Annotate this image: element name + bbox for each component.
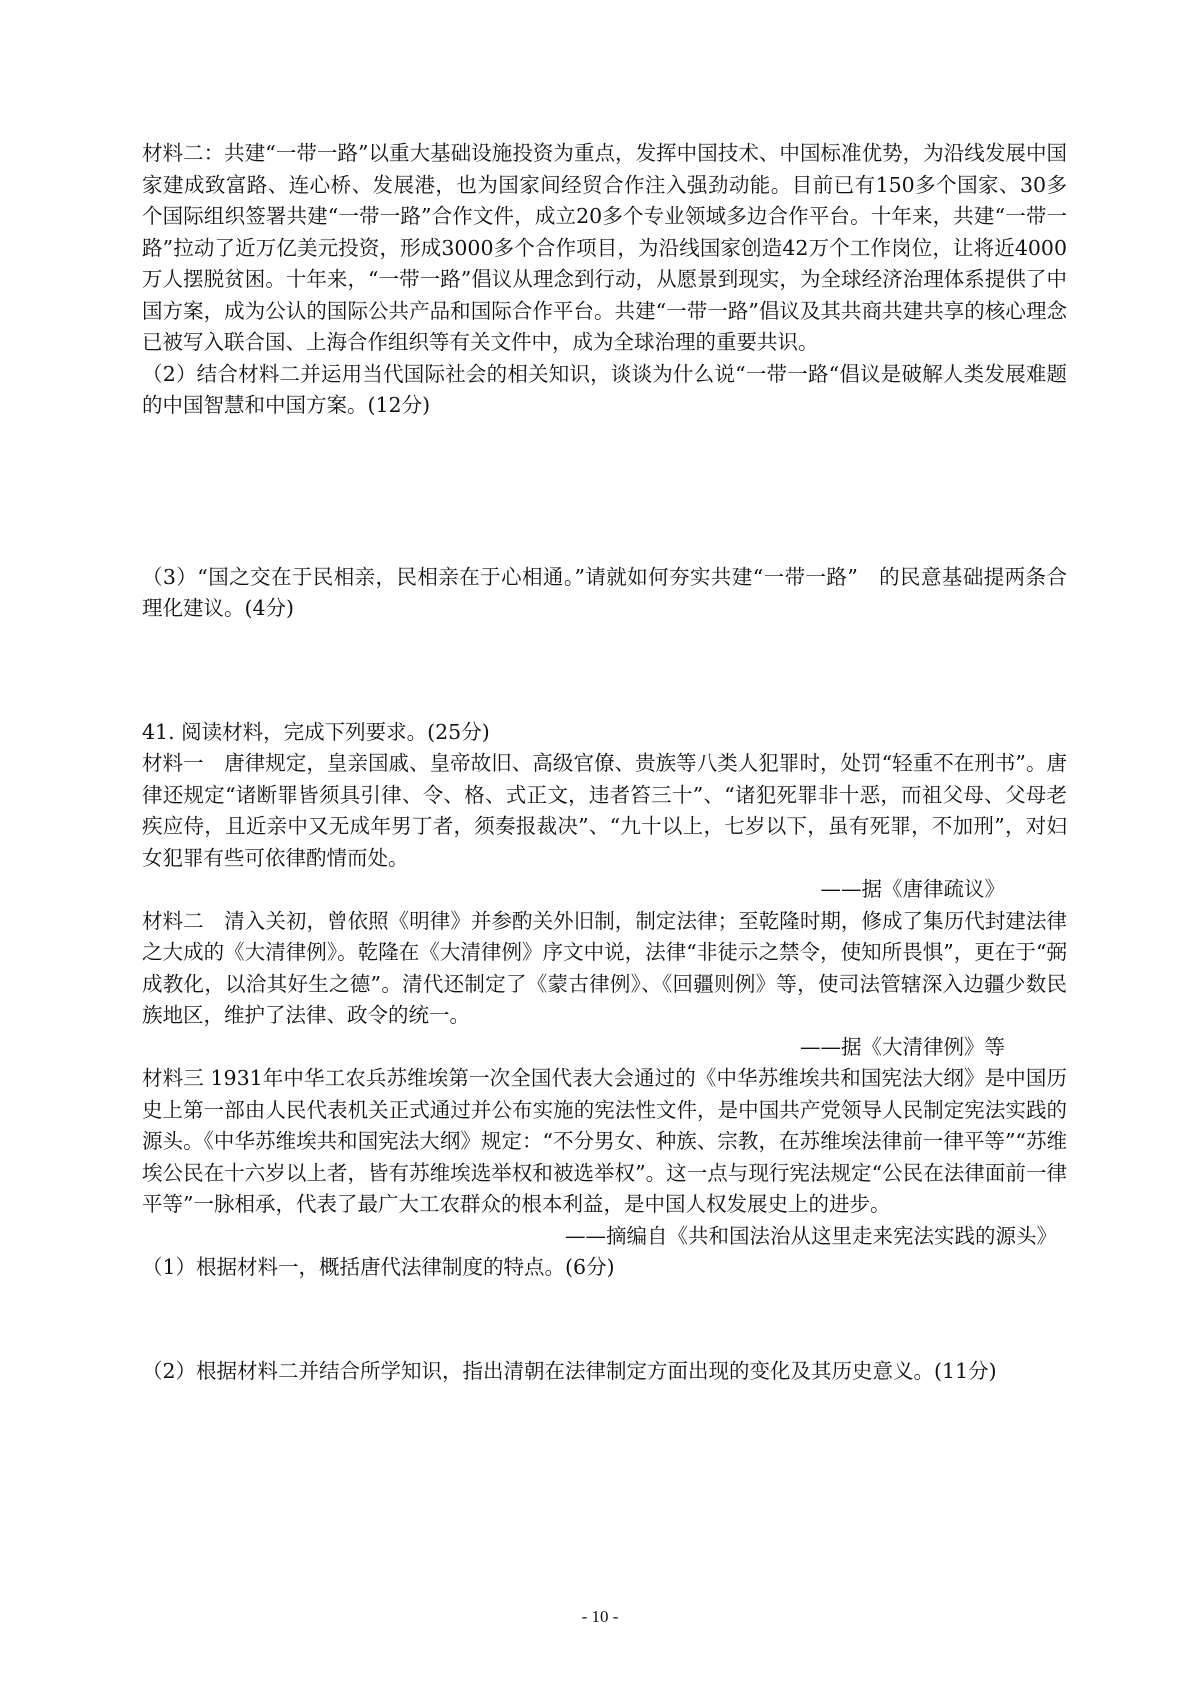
q41-sub-question-2: （2）根据材料二并结合所学知识，指出清朝在法律制定方面出现的变化及其历史意义。(11分) [142, 1358, 997, 1383]
q40-sub-question-2: （2）结合材料二并运用当代国际社会的相关知识，谈谈为什么说“一带一路“倡议是破解人类发展难题的中国智慧和中国方案。(12分) [142, 361, 1067, 417]
page-content [142, 138, 1067, 1387]
q41-material-three-source: ——摘编自《共和国法治从这里走来宪法实践的源头》 [565, 1223, 1057, 1248]
q41-material-two: 材料二 清入关初，曾依照《明律》并参酌关外旧制，制定法律；至乾隆时期，修成了集历代封建法律之大成的《大清律例》。乾隆在《大清律例》序文中说，法律“非徒示之禁令，使知所畏惧”，更在于“弼成教化，以洽其好生之德”。清代还制定了《蒙古律例》、《回疆则例》等，使司法管辖深入边疆少数民族地区，维护了法律、政令的统一。 [142, 908, 1067, 1027]
q41-sub-question-1: （1）根据材料一，概括唐代法律制度的特点。(6分) [142, 1255, 615, 1279]
q40-material-two: 材料二：共建“一带一路”以重大基础设施投资为重点，发挥中国技术、中国标准优势，为沿线发展中国家建成致富路、连心桥、发展港，也为国家间经贸合作注入强劲动能。目前已有150多个国家、30多个国际组织签署共建“一带一路”合作文件，成立20多个专业领域多边合作平台。十年来，共建“一带一路”拉动了近万亿美元投资，形成3000多个合作项目，为沿线国家创造42万个工作岗位，让将近4000万人摆脱贫困。十年来，“一带一路”倡议从理念到行动，从愿景到现实，为全球经济治理体系提供了中国方案，成为公认的国际公共产品和国际合作平台。共建“一带一路”倡议及其共商共建共享的核心理念已被写入联合国、上海合作组织等有关文件中，成为全球治理的重要共识。 [142, 141, 1067, 354]
q41-heading: 41. 阅读材料，完成下列要求。(25分) [142, 719, 490, 744]
page-number: - 10 - [581, 1607, 619, 1626]
q41-material-three: 材料三 1931年中华工农兵苏维埃第一次全国代表大会通过的《中华苏维埃共和国宪法大纲》是中国历史上第一部由人民代表机关正式通过并公布实施的宪法性文件，是中国共产党领导人民制定宪法实践的源头。《中华苏维埃共和国宪法大纲》规定：“不分男女、种族、宗教，在苏维埃法律前一律平等”“苏维埃公民在十六岁以上者，皆有苏维埃选举权和被选举权”。这一点与现行宪法规定“公民在法律面前一律平等”一脉相承，代表了最广大工农群众的根本利益，是中国人权发展史上的进步。 [142, 1066, 1067, 1216]
answer-space [142, 1284, 1067, 1356]
answer-space [142, 625, 1067, 717]
answer-space [142, 422, 1067, 562]
q41-material-two-source: ——据《大清律例》等 [800, 1034, 1005, 1059]
q41-material-one: 材料一 唐律规定，皇亲国戚、皇帝故旧、高级官僚、贵族等八类人犯罪时，处罚“轻重不在刑书”。唐律还规定“诸断罪皆须具引律、令、格、式正文，违者笞三十”、“诸犯死罪非十恶，而祖父母、父母老疾应侍，且近亲中又无成年男丁者，须奏报裁决”、“九十以上，七岁以下，虽有死罪，不加刑”，对妇女犯罪有些可依律酌情而处。 [142, 751, 1067, 870]
q40-sub-question-3: （3）“国之交在于民相亲，民相亲在于心相通。”请就如何夯实共建“一带一路” 的民意基础提两条合理化建议。(4分) [142, 564, 1067, 620]
q41-material-one-source: ——据《唐律疏议》 [820, 877, 1005, 901]
